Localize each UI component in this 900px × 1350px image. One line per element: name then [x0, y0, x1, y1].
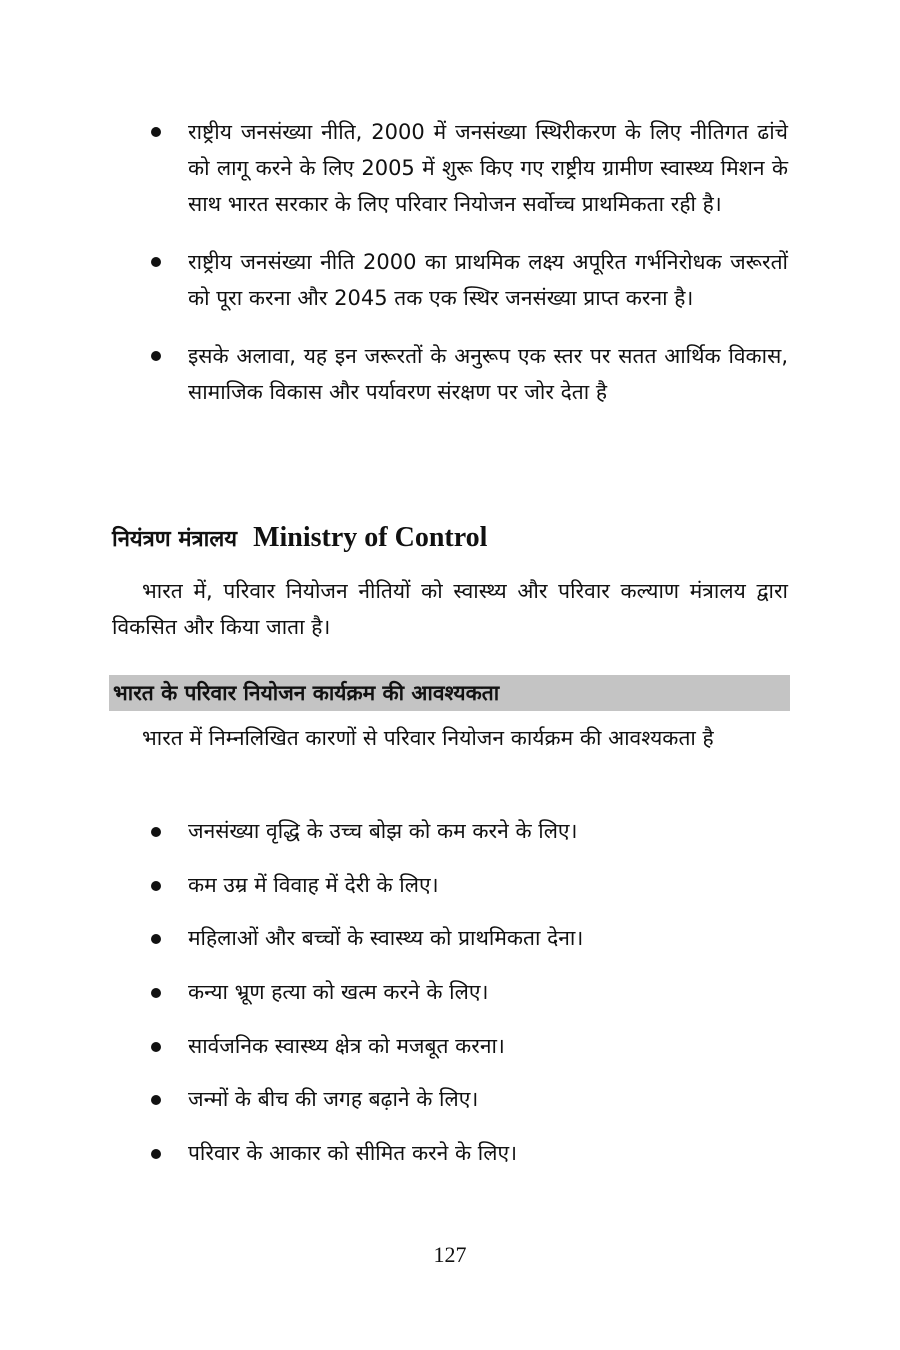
- list-item: [0, 813, 788, 849]
- bullet-icon: [151, 988, 161, 998]
- list-item: [0, 867, 788, 903]
- bullet-icon: [151, 1149, 161, 1159]
- bullet-text: राष्ट्रीय जनसंख्या नीति 2000 का प्राथमिक लक्ष्य अपूरित गर्भनिरोधक जरूरतों को पूरा करना और 2045 तक एक स्थिर जनसंख्या प्राप्त करना है।: [188, 250, 788, 310]
- ministry-heading-english: Ministry of Control: [253, 522, 488, 553]
- page-number: 127: [433, 1242, 467, 1267]
- need-bullet-list: [0, 813, 900, 1189]
- bullet-icon: [151, 827, 161, 837]
- list-item: [0, 244, 788, 316]
- list-item: [0, 1081, 788, 1117]
- bullet-text: कम उम्र में विवाह में देरी के लिए।: [188, 872, 439, 897]
- bullet-icon: [151, 881, 161, 891]
- bullet-icon: [151, 1095, 161, 1105]
- bullet-icon: [151, 1042, 161, 1052]
- ministry-paragraph: भारत में, परिवार नियोजन नीतियों को स्वास्थ्य और परिवार कल्याण मंत्रालय द्वारा विकसित और किया जाता है।: [112, 579, 788, 639]
- need-section-heading: भारत के परिवार नियोजन कार्यक्रम की आवश्यकता: [109, 675, 790, 711]
- bullet-text: जन्मों के बीच की जगह बढ़ाने के लिए।: [188, 1087, 479, 1112]
- list-item: [0, 1135, 788, 1171]
- bullet-icon: [151, 127, 161, 137]
- bullet-text: राष्ट्रीय जनसंख्या नीति, 2000 में जनसंख्या स्थिरीकरण के लिए नीतिगत ढांचे को लागू करने के लिए 2005 में शुरू किए गए राष्ट्रीय ग्रामीण स्वास्थ्य मिशन के साथ भारत सरकार के लिए परिवार नियोजन सर्वोच्च प्राथमिकता रही है।: [188, 120, 788, 216]
- list-item: [0, 920, 788, 956]
- policy-bullet-list: [0, 114, 900, 432]
- ministry-heading: [112, 520, 487, 558]
- bullet-text: जनसंख्या वृद्धि के उच्च बोझ को कम करने के लिए।: [188, 819, 578, 843]
- list-item: [0, 114, 788, 222]
- need-intro-paragraph: भारत में निम्नलिखित कारणों से परिवार नियोजन कार्यक्रम की आवश्यकता है: [142, 726, 714, 750]
- bullet-text: महिलाओं और बच्चों के स्वास्थ्य को प्राथमिकता देना।: [188, 926, 584, 951]
- list-item: [0, 338, 788, 410]
- bullet-text: इसके अलावा, यह इन जरूरतों के अनुरूप एक स्तर पर सतत आर्थिक विकास, सामाजिक विकास और पर्यावरण संरक्षण पर जोर देता है: [188, 344, 788, 404]
- bullet-icon: [151, 351, 161, 361]
- list-item: [0, 1028, 788, 1064]
- bullet-icon: [151, 934, 161, 944]
- ministry-heading-hindi: नियंत्रण मंत्रालय: [112, 527, 238, 552]
- bullet-text: सार्वजनिक स्वास्थ्य क्षेत्र को मजबूत करना।: [188, 1033, 505, 1058]
- list-item: [0, 974, 788, 1010]
- bullet-text: परिवार के आकार को सीमित करने के लिए।: [188, 1141, 518, 1166]
- bullet-text: कन्या भ्रूण हत्या को खत्म करने के लिए।: [188, 980, 489, 1005]
- bullet-icon: [151, 257, 161, 267]
